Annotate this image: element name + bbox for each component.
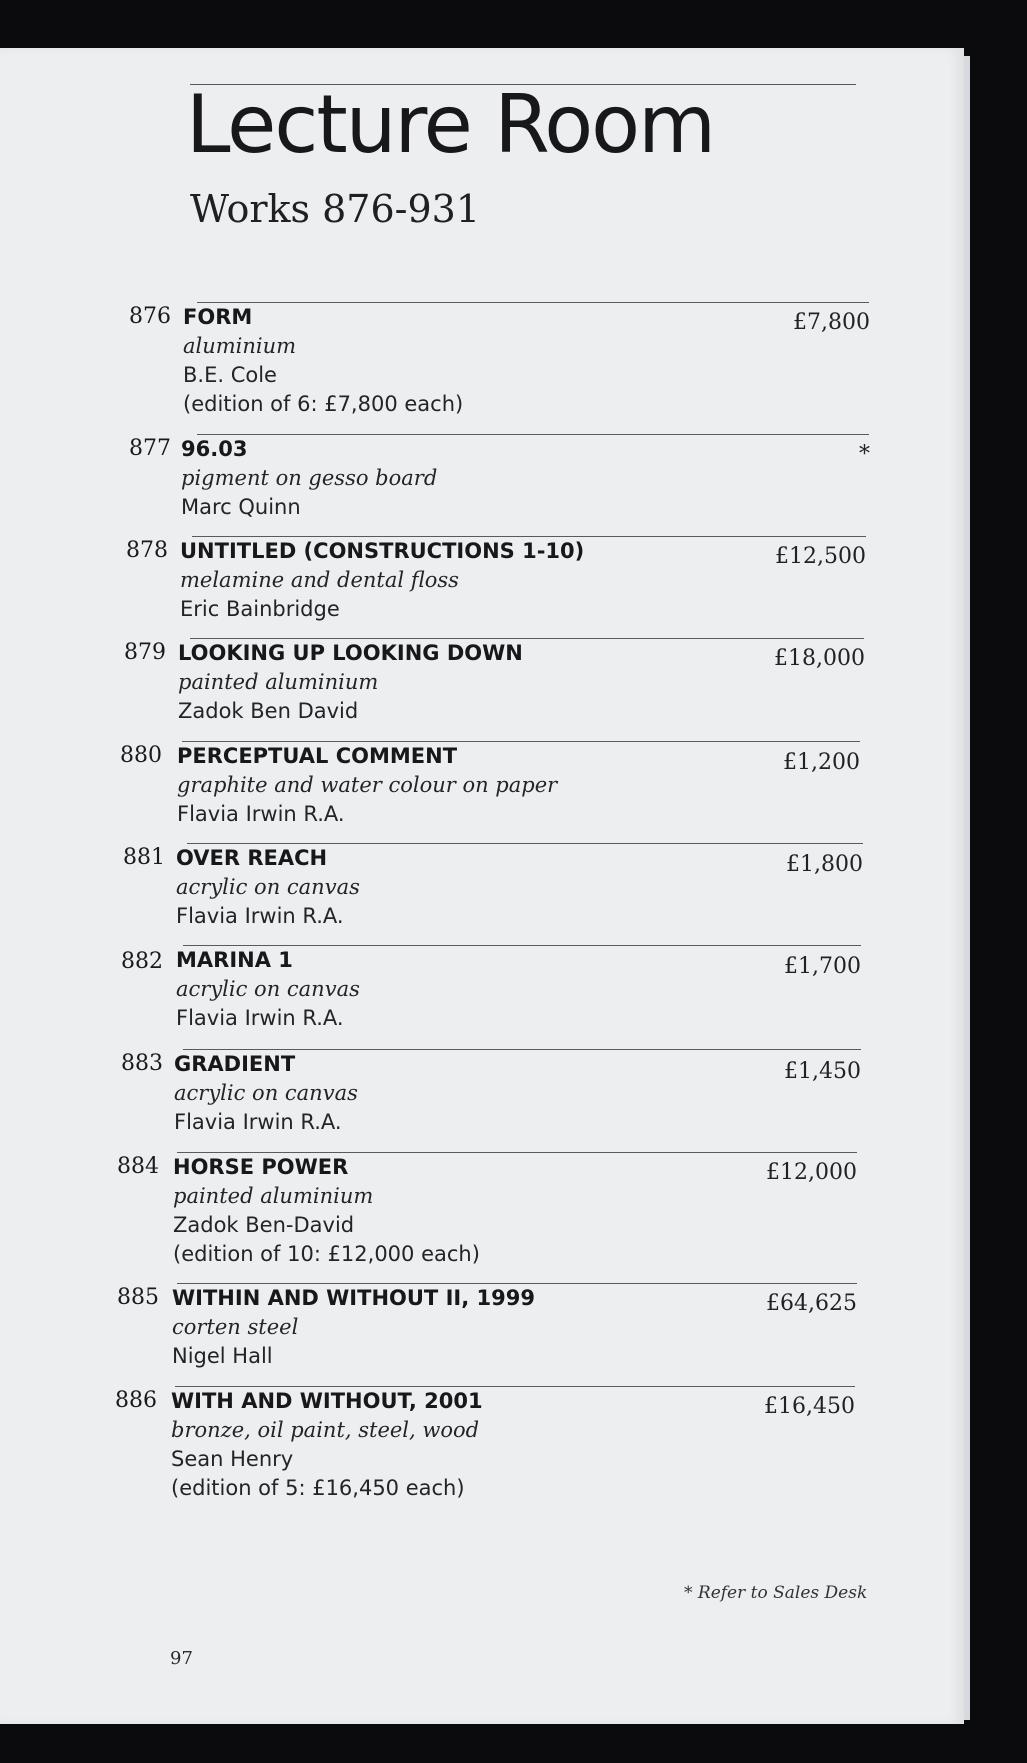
entry-price: *: [859, 442, 870, 467]
page-number: 97: [170, 1648, 193, 1669]
entry-title: FORM: [183, 305, 253, 329]
entry-price: £7,800: [793, 310, 870, 335]
entry-title: PERCEPTUAL COMMENT: [177, 744, 458, 768]
entry-number: 885: [117, 1285, 159, 1310]
entry-price: £18,000: [774, 646, 865, 671]
entry-number: 882: [121, 949, 163, 974]
entry-artist: Flavia Irwin R.A.: [177, 802, 345, 826]
entry-artist: Sean Henry: [171, 1447, 294, 1471]
entry-title: OVER REACH: [176, 846, 328, 870]
page-edge: [964, 56, 970, 1720]
entry-medium: graphite and water colour on paper: [177, 773, 558, 797]
entry-number: 880: [120, 743, 162, 768]
entry-number: 883: [121, 1051, 163, 1076]
entry-medium: acrylic on canvas: [174, 1081, 358, 1105]
entry-number: 886: [115, 1388, 157, 1413]
entry-number: 879: [124, 640, 166, 665]
entry-artist: Zadok Ben-David: [173, 1213, 355, 1237]
entry-title: WITH AND WITHOUT, 2001: [171, 1389, 483, 1413]
entry-number: 876: [129, 304, 171, 329]
page-subtitle: Works 876-931: [190, 187, 481, 231]
entry-title: 96.03: [181, 437, 248, 461]
entry-medium: acrylic on canvas: [176, 977, 360, 1001]
entry-medium: painted aluminium: [178, 670, 379, 694]
entry-medium: acrylic on canvas: [176, 875, 360, 899]
entry-artist: Marc Quinn: [181, 495, 301, 519]
entry-price: £1,450: [784, 1059, 861, 1084]
entry-number: 877: [129, 436, 171, 461]
entry-medium: bronze, oil paint, steel, wood: [171, 1418, 480, 1442]
entry-price: £64,625: [766, 1291, 857, 1316]
entry-medium: aluminium: [183, 334, 297, 358]
entry-artist: Flavia Irwin R.A.: [176, 1006, 344, 1030]
page-title: Lecture Room: [186, 78, 715, 171]
entry-artist: B.E. Cole: [183, 363, 277, 387]
entry-price: £1,700: [784, 954, 861, 979]
entry-title: GRADIENT: [174, 1052, 296, 1076]
entry-number: 884: [117, 1154, 159, 1179]
entry-title: HORSE POWER: [173, 1155, 349, 1179]
entry-artist: Nigel Hall: [172, 1344, 273, 1368]
entry-medium: corten steel: [172, 1315, 299, 1339]
entry-price: £12,500: [775, 544, 866, 569]
entry-price: £1,800: [786, 852, 863, 877]
entry-price: £12,000: [766, 1160, 857, 1185]
entry-edition: (edition of 6: £7,800 each): [183, 392, 464, 416]
entry-artist: Zadok Ben David: [178, 699, 359, 723]
entry-price: £16,450: [764, 1394, 855, 1419]
entry-artist: Eric Bainbridge: [180, 597, 340, 621]
entry-title: UNTITLED (CONSTRUCTIONS 1-10): [180, 539, 585, 563]
entry-edition: (edition of 5: £16,450 each): [171, 1476, 465, 1500]
entry-title: MARINA 1: [176, 948, 293, 972]
entry-artist: Flavia Irwin R.A.: [174, 1110, 342, 1134]
entry-title: LOOKING UP LOOKING DOWN: [178, 641, 523, 665]
entry-medium: pigment on gesso board: [181, 466, 438, 490]
sales-desk-footnote: * Refer to Sales Desk: [684, 1583, 868, 1603]
entry-number: 878: [126, 538, 168, 563]
entry-price: £1,200: [783, 750, 860, 775]
entry-number: 881: [123, 845, 165, 870]
entry-medium: painted aluminium: [173, 1184, 374, 1208]
entry-title: WITHIN AND WITHOUT II, 1999: [172, 1286, 535, 1310]
entry-artist: Flavia Irwin R.A.: [176, 904, 344, 928]
entry-medium: melamine and dental floss: [180, 568, 459, 592]
entry-edition: (edition of 10: £12,000 each): [173, 1242, 480, 1266]
